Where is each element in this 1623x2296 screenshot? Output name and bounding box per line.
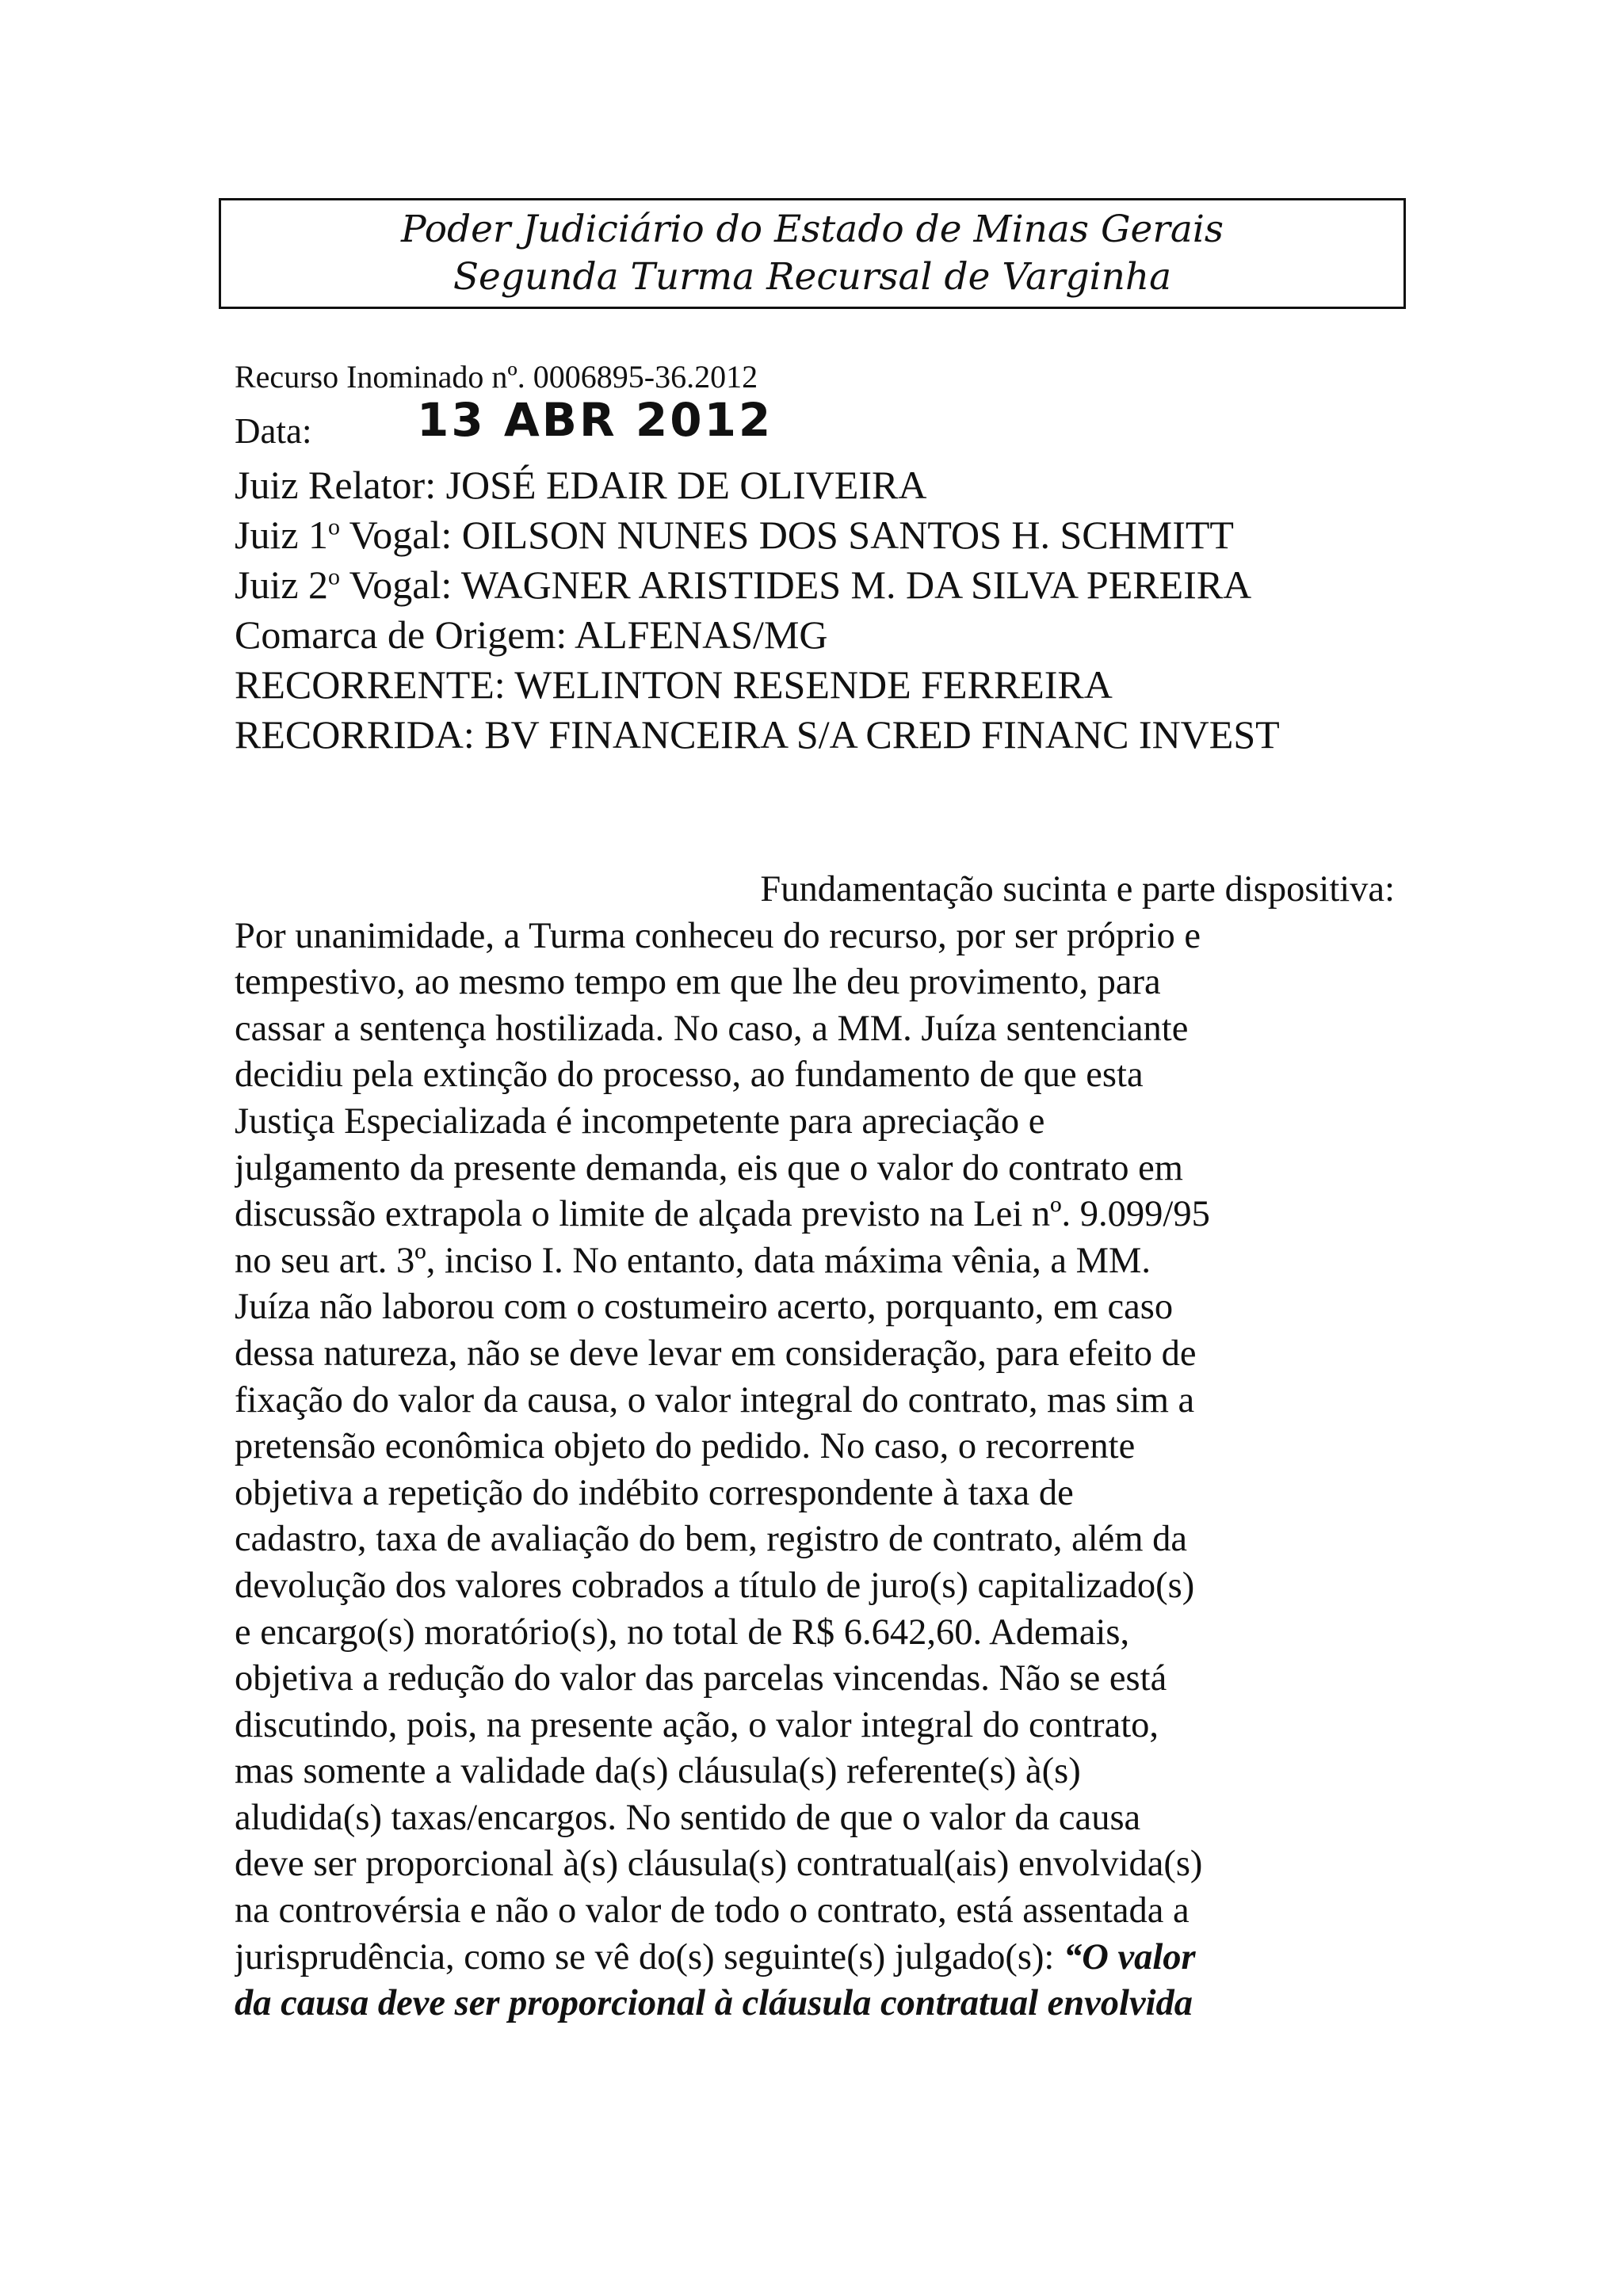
text-line: pretensão econômica objeto do pedido. No caso, o recorrente [235, 1426, 1136, 1467]
ordinal-indicator: o [328, 563, 341, 590]
text-line: Juíza não laborou com o costumeiro acerto, porquanto, em caso [235, 1287, 1174, 1328]
text-line: cassar a sentença hostilizada. No caso, a MM. Juíza sentenciante [235, 1008, 1189, 1049]
text-line: jurisprudência, como se vê do(s) seguinte(s) julgado(s): “O valor [235, 1936, 1196, 1978]
text-line: mas somente a validade da(s) cláusula(s) referente(s) à(s) [235, 1751, 1081, 1792]
text-line: devolução dos valores cobrados a título de juro(s) capitalizado(s) [235, 1565, 1195, 1606]
chamber-name: Segunda Turma Recursal de Varginha [453, 255, 1172, 299]
judge-rapporteur: Juiz Relator: JOSÉ EDAIR DE OLIVEIRA [235, 463, 927, 507]
text-line: Por unanimidade, a Turma conheceu do recurso, por ser próprio e [235, 915, 1201, 956]
judge-first-member-name: Vogal: OILSON NUNES DOS SANTOS H. SCHMITT [340, 513, 1234, 557]
text-line: dessa natureza, não se deve levar em consideração, para efeito de [235, 1333, 1197, 1374]
court-name: Poder Judiciário do Estado de Minas Gerais [401, 208, 1224, 251]
section-title: Fundamentação sucinta e parte dispositiva: [760, 869, 1395, 910]
case-number: Recurso Inominado nº. 0006895-36.2012 [235, 359, 758, 395]
text-line: aludida(s) taxas/encargos. No sentido de que o valor da causa [235, 1797, 1141, 1838]
decision-paragraph [235, 913, 1395, 2027]
text-line: na controvérsia e não o valor de todo o contrato, está assentada a [235, 1890, 1190, 1932]
judge-second-member-prefix: Juiz 2 [235, 563, 329, 607]
text-line: discussão extrapola o limite de alçada previsto na Lei nº. 9.099/95 [235, 1194, 1210, 1235]
text-line: objetiva a repetição do indébito correspondente à taxa de [235, 1472, 1074, 1513]
date-stamp: 13 ABR 2012 [417, 393, 773, 447]
date-label: Data: [235, 411, 312, 451]
origin-district: Comarca de Origem: ALFENAS/MG [235, 612, 828, 657]
text-line: e encargo(s) moratório(s), no total de R$ 6.642,60. Ademais, [235, 1611, 1130, 1653]
text-line: fixação do valor da causa, o valor integral do contrato, mas sim a [235, 1379, 1195, 1421]
text-line: discutindo, pois, na presente ação, o valor integral do contrato, [235, 1704, 1159, 1745]
text-line: cadastro, taxa de avaliação do bem, registro de contrato, além da [235, 1519, 1188, 1560]
judge-second-member-name: Vogal: WAGNER ARISTIDES M. DA SILVA PEREIRA [340, 563, 1252, 607]
quote-start: “O valor [1063, 1936, 1196, 1978]
appellant: RECORRENTE: WELINTON RESENDE FERREIRA [235, 662, 1113, 707]
text-line: objetiva a redução do valor das parcelas vincendas. Não se está [235, 1658, 1167, 1699]
date-row [235, 393, 773, 452]
text-line: deve ser proporcional à(s) cláusula(s) contratual(ais) envolvida(s) [235, 1844, 1203, 1885]
judge-second-member [235, 561, 1251, 608]
text-line: decidiu pela extinção do processo, ao fundamento de que esta [235, 1055, 1144, 1096]
decision-body [235, 867, 1395, 2027]
text-line: tempestivo, ao mesmo tempo em que lhe deu provimento, para [235, 962, 1161, 1003]
appellee: RECORRIDA: BV FINANCEIRA S/A CRED FINANC INVEST [235, 712, 1280, 757]
court-header-box [219, 198, 1406, 309]
quote-line: da causa deve ser proporcional à cláusula contratual envolvida [235, 1983, 1193, 2024]
judge-first-member-prefix: Juiz 1 [235, 513, 329, 557]
text-line: julgamento da presente demanda, eis que o valor do contrato em [235, 1147, 1183, 1188]
text-line: no seu art. 3º, inciso I. No entanto, data máxima vênia, a MM. [235, 1240, 1151, 1281]
judge-first-member [235, 511, 1234, 559]
text-line: Justiça Especializada é incompetente para apreciação e [235, 1100, 1045, 1142]
ordinal-indicator: o [328, 513, 341, 540]
